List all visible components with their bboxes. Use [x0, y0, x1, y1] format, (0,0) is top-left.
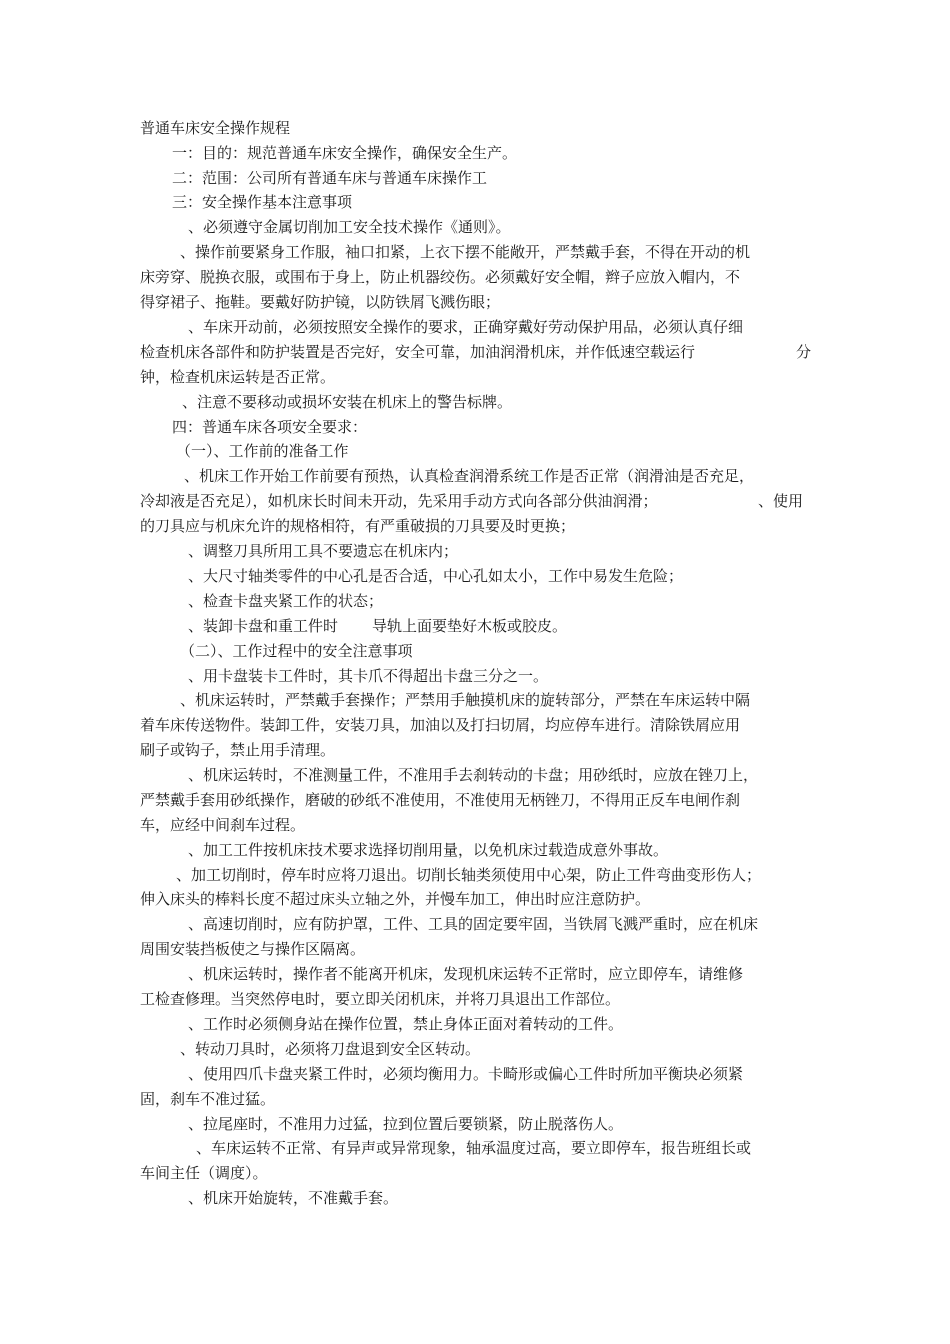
text-line: （二）、工作过程中的安全注意事项: [180, 642, 413, 660]
text-line: 、注意不要移动或损坏安装在机床上的警告标牌。: [182, 393, 513, 411]
text-line: 固，刹车不准过猛。: [140, 1090, 276, 1108]
text-line: 、使用: [758, 492, 804, 510]
text-line: 车，应经中间刹车过程。: [140, 816, 306, 834]
text-line: 、使用四爪卡盘夹紧工件时，必须均衡用力。卡畸形或偏心工件时所加平衡块必须紧: [188, 1065, 744, 1083]
text-line: 四：普通车床各项安全要求：: [172, 418, 368, 436]
text-line: 、加工切削时，停车时应将刀退出。切削长轴类须使用中心架，防止工件弯曲变形伤人；: [176, 866, 762, 884]
text-line: 二：范围：公司所有普通车床与普通车床操作工: [172, 169, 488, 187]
text-line: 、大尺寸轴类零件的中心孔是否合适，中心孔如太小，工作中易发生危险；: [188, 567, 684, 585]
text-line: 、检查卡盘夹紧工作的状态；: [188, 592, 384, 610]
text-line: 、加工工件按机床技术要求选择切削用量，以免机床过载造成意外事故。: [188, 841, 669, 859]
text-line: 、转动刀具时，必须将刀盘退到安全区转动。: [180, 1040, 481, 1058]
text-line: 导轨上面要垫好木板或胶皮。: [372, 617, 568, 635]
text-line: 、用卡盘装卡工件时，其卡爪不得超出卡盘三分之一。: [188, 667, 549, 685]
text-line: 刷子或钩子，禁止用手清理。: [140, 741, 336, 759]
text-line: 、必须遵守金属切削加工安全技术操作《通则》。: [188, 218, 511, 236]
text-line: 床旁穿、脱换衣服，或围布于身上，防止机器绞伤。必须戴好安全帽，辫子应放入帽内，不: [140, 268, 741, 286]
text-line: 、机床运转时，不准测量工件，不准用手去刹转动的卡盘；用砂纸时，应放在锉刀上，: [188, 766, 759, 784]
text-line: 、机床运转时，操作者不能离开机床，发现机床运转不正常时，应立即停车，请维修: [188, 965, 744, 983]
text-line: 、操作前要紧身工作服，袖口扣紧，上衣下摆不能敞开，严禁戴手套，不得在开动的机: [180, 243, 751, 261]
text-line: 、机床工作开始工作前要有预热，认真检查润滑系统工作是否正常（润滑油是否充足，: [184, 467, 755, 485]
text-line: 严禁戴手套用砂纸操作，磨破的砂纸不准使用，不准使用无柄锉刀，不得用正反车电闸作刹: [140, 791, 741, 809]
text-line: 钟，检查机床运转是否正常。: [140, 368, 336, 386]
text-line: 分: [796, 343, 812, 361]
text-line: 得穿裙子、拖鞋。要戴好防护镜，以防铁屑飞溅伤眼；: [140, 293, 501, 311]
text-line: 、机床运转时，严禁戴手套操作；严禁用手触摸机床的旋转部分，严禁在车床运转中隔: [180, 691, 751, 709]
text-line: 、装卸卡盘和重工件时: [188, 617, 339, 635]
text-line: 、拉尾座时，不准用力过猛，拉到位置后要锁紧，防止脱落伤人。: [188, 1115, 624, 1133]
text-line: 三：安全操作基本注意事项: [172, 193, 353, 211]
text-line: 、工作时必须侧身站在操作位置，禁止身体正面对着转动的工件。: [188, 1015, 624, 1033]
text-line: 车间主任（调度）。: [140, 1164, 268, 1182]
text-line: （一）、工作前的准备工作: [176, 442, 349, 460]
text-line: 、车床开动前，必须按照安全操作的要求，正确穿戴好劳动保护用品，必须认真仔细: [188, 318, 744, 336]
text-line: 、高速切削时，应有防护罩，工件、工具的固定要牢固，当铁屑飞溅严重时，应在机床: [188, 915, 759, 933]
text-line: 伸入床头的棒料长度不超过床头立轴之外，并慢车加工，伸出时应注意防护。: [140, 890, 651, 908]
text-line: 检查机床各部件和防护装置是否完好，安全可靠，加油润滑机床，并作低速空载运行: [140, 343, 696, 361]
text-line: 、车床运转不正常、有异声或异常现象，轴承温度过高，要立即停车，报告班组长或: [196, 1139, 752, 1157]
text-line: 一：目的：规范普通车床安全操作，确保安全生产。: [172, 144, 518, 162]
text-line: 着车床传送物件。装卸工件，安装刀具，加油以及打扫切屑，均应停车进行。清除铁屑应用: [140, 716, 741, 734]
text-line: 、调整刀具所用工具不要遗忘在机床内；: [188, 542, 459, 560]
text-line: 冷却液是否充足），如机床长时间未开动，先采用手动方式向各部分供油润滑；: [140, 492, 658, 510]
text-line: 工检查修理。当突然停电时，要立即关闭机床，并将刀具退出工作部位。: [140, 990, 621, 1008]
document-title: 普通车床安全操作规程: [140, 119, 291, 137]
text-line: 的刀具应与机床允许的规格相符，有严重破损的刀具要及时更换；: [140, 517, 576, 535]
text-line: 周围安装挡板使之与操作区隔离。: [140, 940, 366, 958]
text-line: 、机床开始旋转，不准戴手套。: [188, 1189, 399, 1207]
